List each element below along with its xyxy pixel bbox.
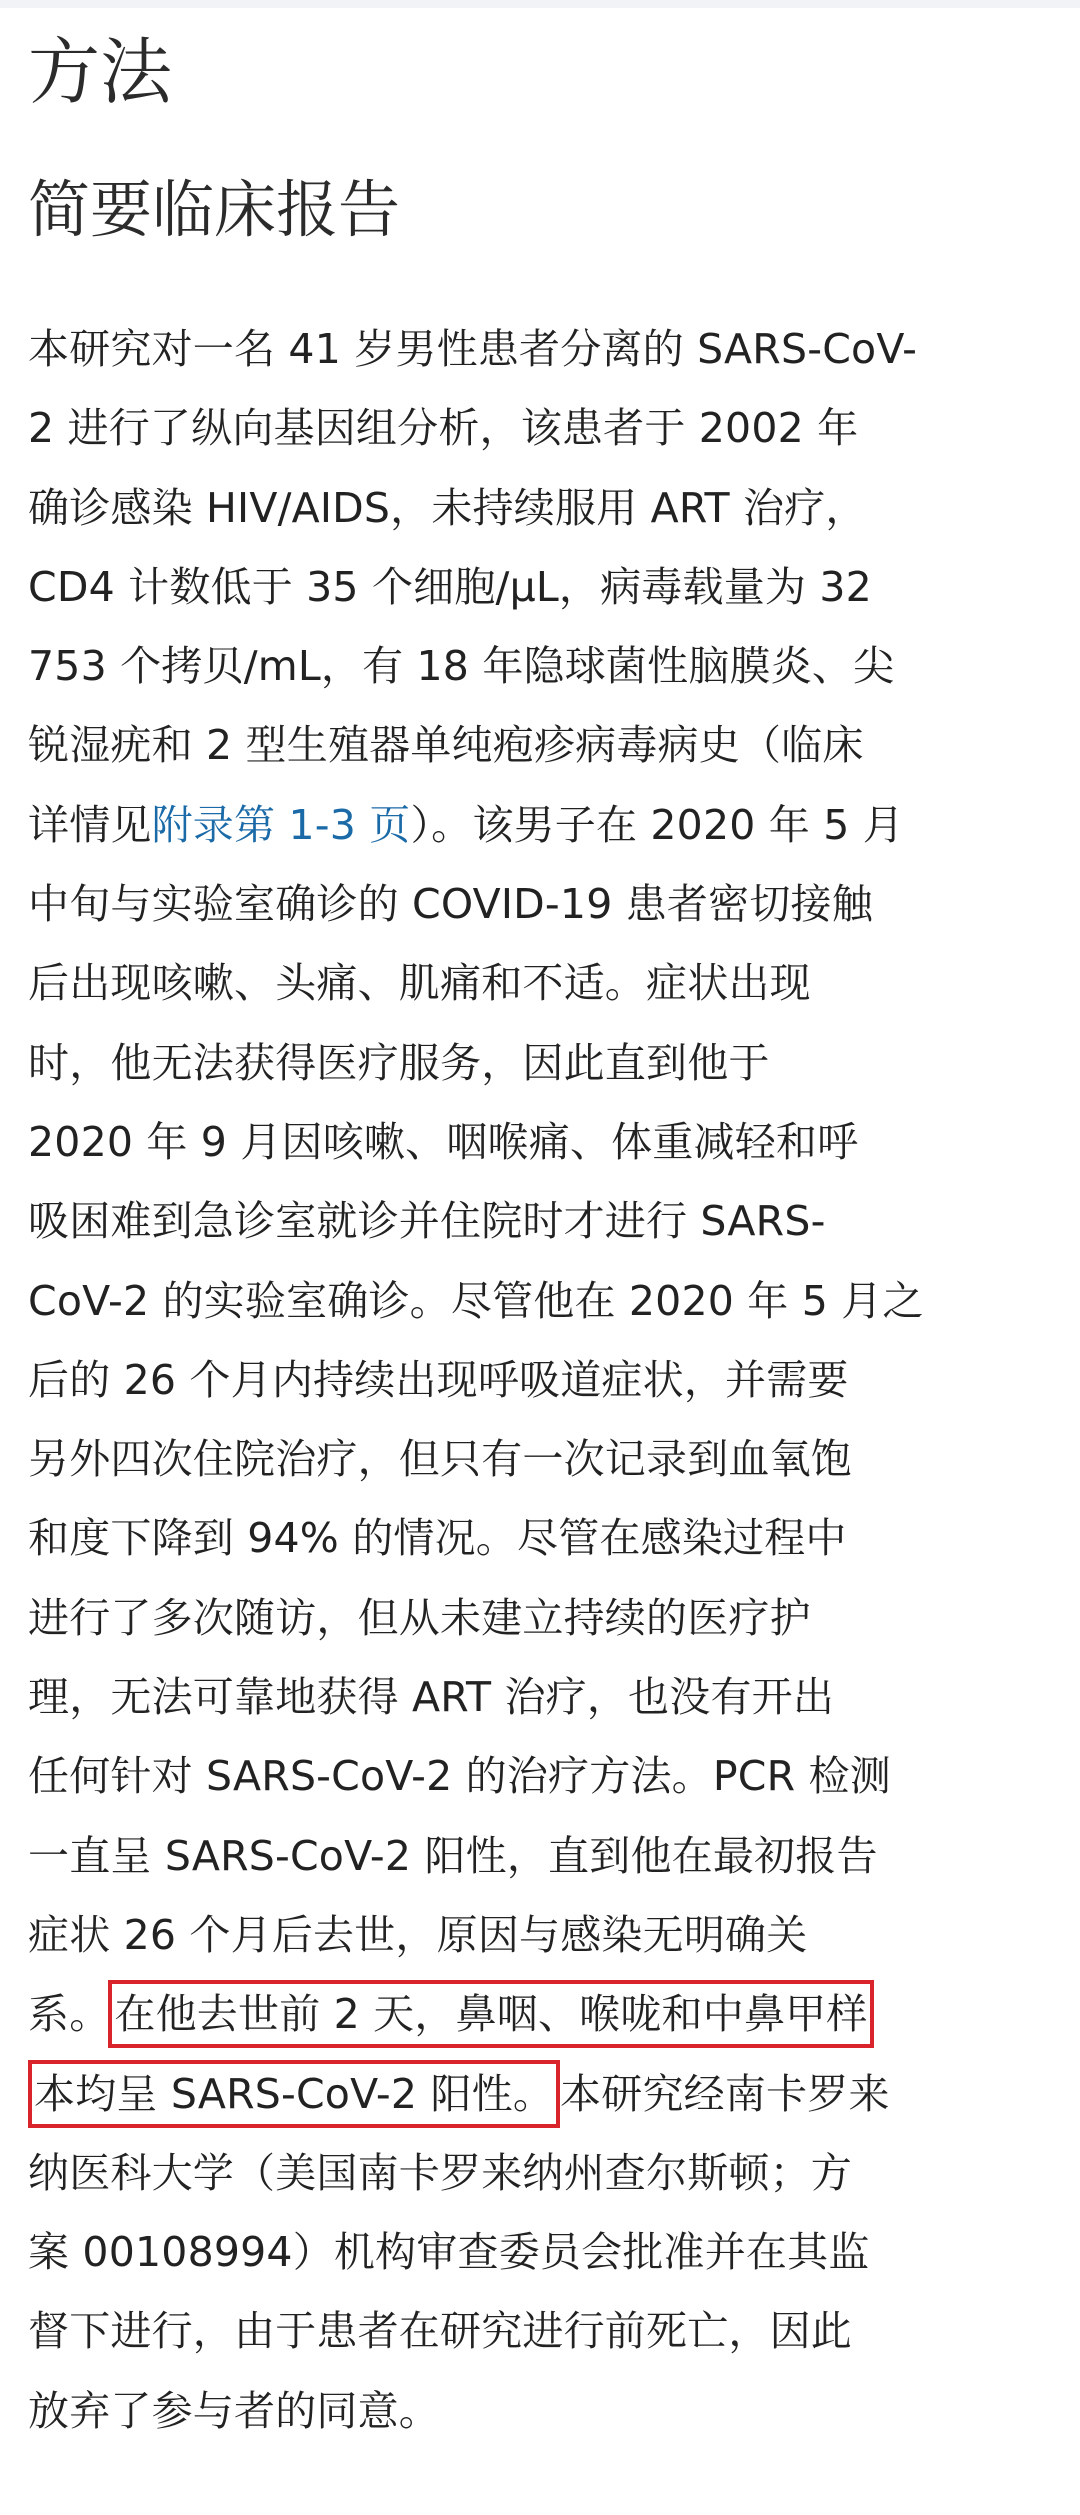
text-line: 锐湿疣和 2 型生殖器单纯疱疹病毒病史（临床 <box>28 721 864 770</box>
text-segment: 详情见 <box>28 800 152 849</box>
text-line: 另外四次住院治疗，但只有一次记录到血氧饱 <box>28 1435 852 1484</box>
text-line: 理，无法可靠地获得 ART 治疗，也没有开出 <box>28 1673 835 1722</box>
text-line <box>28 1975 1068 2054</box>
text-line: CD4 计数低于 35 个细胞/µL，病毒载量为 32 <box>28 562 872 611</box>
text-line: 案 00108994）机构审查委员会批准并在其监 <box>28 2228 870 2277</box>
text-line: 本研究对一名 41 岁男性患者分离的 SARS-CoV- <box>28 325 918 373</box>
text-line: 放弃了参与者的同意。 <box>28 2386 440 2435</box>
appendix-link[interactable]: 附录第 1-3 页 <box>151 800 411 849</box>
text-line: 任何针对 SARS-CoV-2 的治疗方法。PCR 检测 <box>28 1752 891 1801</box>
clinical-report-paragraph <box>28 310 1068 2451</box>
text-line: 2 进行了纵向基因组分析，该患者于 2002 年 <box>28 404 859 453</box>
text-line: 后的 26 个月内持续出现呼吸道症状，并需要 <box>28 1355 849 1404</box>
highlight-box: 在他去世前 2 天，鼻咽、喉咙和中鼻甲样 <box>108 1980 873 2048</box>
text-line: 和度下降到 94% 的情况。尽管在感染过程中 <box>28 1514 847 1563</box>
text-line: 753 个拷贝/mL，有 18 年隐球菌性脑膜炎、尖 <box>28 642 895 691</box>
text-line: 症状 26 个月后去世，原因与感染无明确关 <box>28 1910 808 1959</box>
top-strip <box>0 0 1080 8</box>
subsection-title: 简要临床报告 <box>28 173 401 246</box>
text-line: 一直呈 SARS-CoV-2 阳性，直到他在最初报告 <box>28 1831 878 1880</box>
text-segment: 系。 <box>28 1990 111 2039</box>
text-line: 纳医科大学（美国南卡罗来纳州查尔斯顿；方 <box>28 2148 852 2197</box>
text-line: 确诊感染 HIV/AIDS，未持续服用 ART 治疗， <box>28 483 867 532</box>
text-line: 督下进行，由于患者在研究进行前死亡，因此 <box>28 2307 852 2356</box>
text-segment: ）。该男子在 2020 年 5 月 <box>410 800 904 849</box>
section-title: 方法 <box>28 30 173 114</box>
text-line: 吸困难到急诊室就诊并住院时才进行 SARS- <box>28 1197 826 1246</box>
text-line: 2020 年 9 月因咳嗽、咽喉痛、体重减轻和呼 <box>28 1117 859 1166</box>
highlight-box: 本均呈 SARS-CoV-2 阳性。 <box>28 2060 560 2128</box>
text-line: 中旬与实验室确诊的 COVID-19 患者密切接触 <box>28 880 873 929</box>
text-segment: 本研究经南卡罗来 <box>560 2069 890 2118</box>
text-line: CoV-2 的实验室确诊。尽管他在 2020 年 5 月之 <box>28 1276 924 1325</box>
text-line: 时，他无法获得医疗服务，因此直到他于 <box>28 1038 770 1087</box>
text-line: 进行了多次随访，但从未建立持续的医疗护 <box>28 1593 811 1642</box>
text-line: 后出现咳嗽、头痛、肌痛和不适。症状出现 <box>28 959 811 1008</box>
text-line <box>28 2055 1068 2134</box>
text-line <box>28 786 1068 865</box>
